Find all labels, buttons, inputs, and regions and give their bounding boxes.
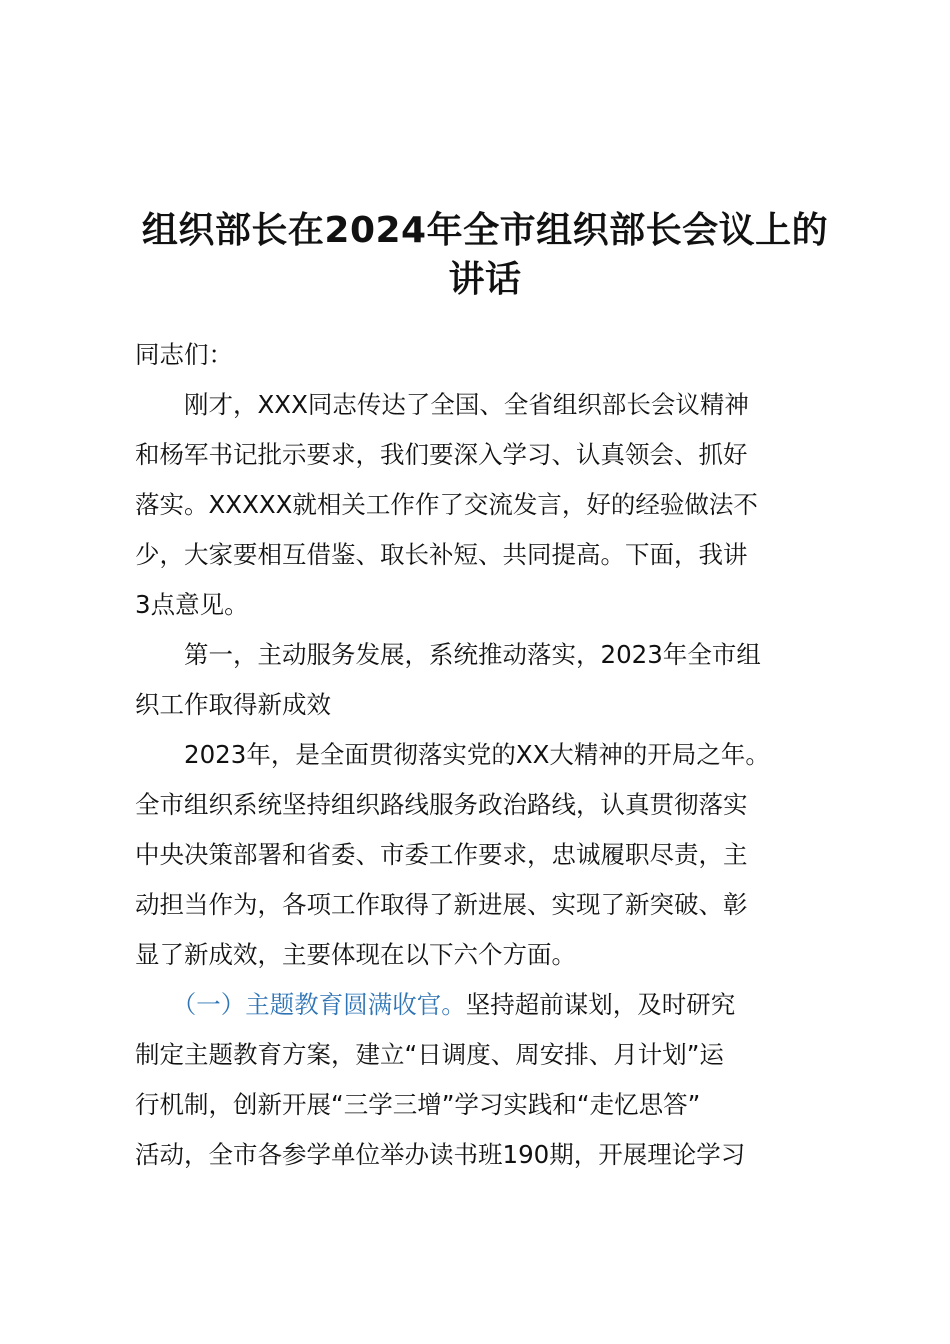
paragraph-line: 2023年，是全面贯彻落实党的XX大精神的开局之年。 [135,740,770,769]
paragraph-line: 第一，主动服务发展，系统推动落实，2023年全市组 [135,640,761,669]
paragraph-line: 织工作取得新成效 [135,690,331,719]
paragraph-line: 和杨军书记批示要求，我们要深入学习、认真领会、抓好 [135,440,748,469]
paragraph-line: 刚才，XXX同志传达了全国、全省组织部长会议精神 [135,390,749,419]
section-text: 坚持超前谋划，及时研究 [465,990,736,1019]
paragraph-line: 少，大家要相互借鉴、取长补短、共同提高。下面，我讲 [135,540,748,569]
salutation: 同志们： [135,340,233,369]
paragraph-line: 制定主题教育方案，建立“日调度、周安排、月计划”运 [135,1040,724,1069]
paragraph-line: 显了新成效，主要体现在以下六个方面。 [135,940,576,969]
paragraph-line: 活动，全市各参学单位举办读书班190期，开展理论学习 [135,1140,746,1169]
paragraph-line: 行机制，创新开展“三学三增”学习实践和“走忆思答” [135,1090,701,1119]
paragraph-line: 全市组织系统坚持组织路线服务政治路线，认真贯彻落实 [135,790,748,819]
paragraph-line: 中央决策部署和省委、市委工作要求，忠诚履职尽责，主 [135,840,748,869]
paragraph-line: 3点意见。 [135,590,249,619]
section-indent [135,990,184,1019]
document-title-line-1: 组织部长在2024年全市组织部长会议上的 [141,210,829,251]
paragraph-line: 落实。XXXXX就相关工作作了交流发言，好的经验做法不 [135,490,758,519]
document-title-line-2: 讲话 [448,259,522,300]
paragraph-line: 动担当作为，各项工作取得了新进展、实现了新突破、彰 [135,890,748,919]
section-heading: （一）主题教育圆满收官。 [184,990,466,1019]
section-heading-line [135,980,855,1030]
